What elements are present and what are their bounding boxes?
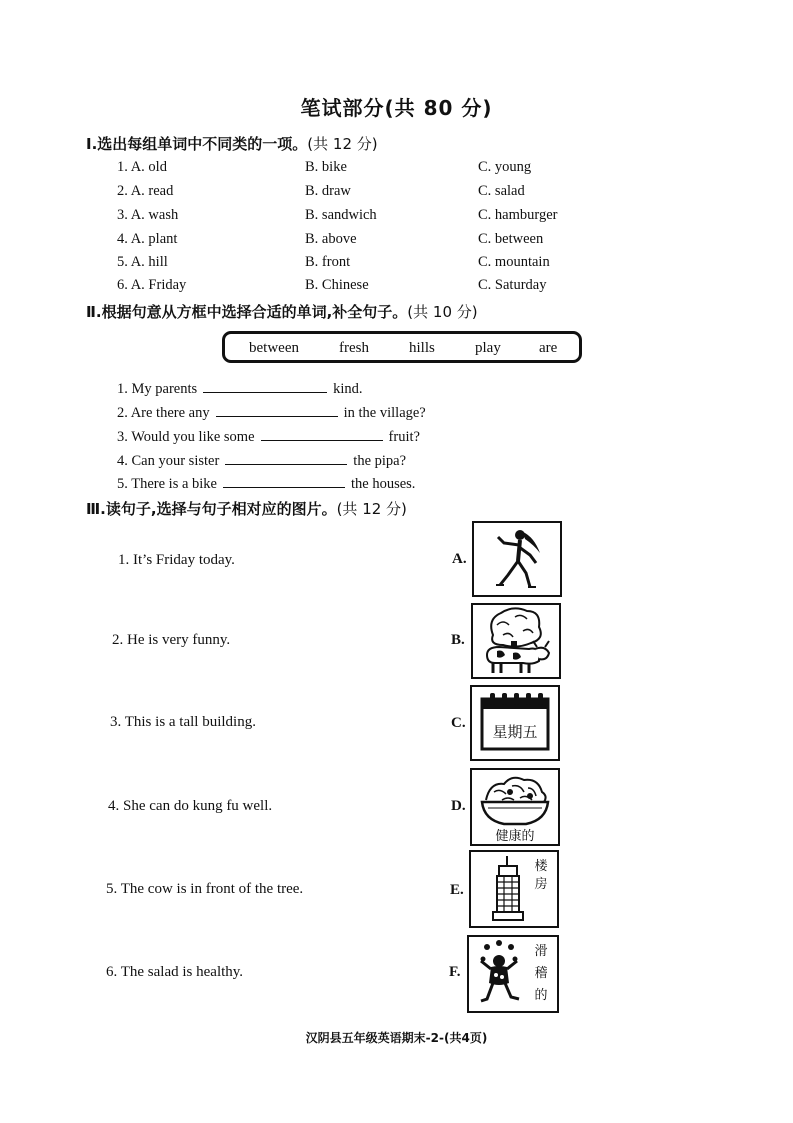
sentence-end: in the village? — [343, 405, 426, 421]
q3-option-b: B. sandwich — [305, 207, 377, 223]
word-bank-word: play — [475, 340, 501, 356]
match-sentence-1: 1. It’s Friday today. — [118, 552, 235, 568]
section-2-heading — [86, 301, 478, 322]
section-2-title: Ⅱ.根据句意从方框中选择合适的单词,补全句子。 — [86, 303, 408, 321]
q5-option-c: C. mountain — [478, 254, 550, 270]
picture-f[interactable] — [467, 935, 559, 1013]
word-bank-word: hills — [409, 340, 435, 356]
picture-letter-f: F. — [449, 964, 461, 980]
building-caption-2: 房 — [534, 877, 548, 892]
sentence-end: the houses. — [351, 476, 416, 492]
q2-option-b: B. draw — [305, 183, 351, 199]
q1-option-c: C. young — [478, 159, 532, 175]
sentence-end: the pipa? — [353, 453, 407, 469]
word-bank-word: between — [249, 340, 299, 356]
q4-option-c: C. between — [478, 231, 544, 247]
word-bank-word: are — [539, 340, 558, 356]
picture-letter-d: D. — [451, 798, 466, 814]
juggling-clown-icon — [469, 937, 557, 1011]
salad-caption: 健康的 — [495, 829, 535, 844]
q2-option-a: 2. A. read — [117, 183, 174, 199]
q4-option-b: B. above — [305, 231, 357, 247]
picture-b[interactable] — [471, 603, 561, 679]
q1-option-a: 1. A. old — [117, 159, 167, 175]
section-1-points: (共 12 分) — [307, 135, 378, 153]
page-title: 笔试部分(共 80 分) — [300, 96, 493, 120]
section-2-points: (共 10 分) — [407, 303, 478, 321]
calendar-icon — [472, 687, 558, 759]
sentence-end: kind. — [333, 381, 363, 397]
q3-option-c: C. hamburger — [478, 207, 558, 223]
word-bank-box — [222, 331, 582, 363]
fill-sentence-2 — [117, 405, 426, 422]
picture-letter-b: B. — [451, 632, 465, 648]
q2-option-c: C. salad — [478, 183, 525, 199]
salad-bowl-icon — [472, 770, 558, 844]
tall-building-icon — [471, 852, 557, 926]
q6-option-a: 6. A. Friday — [117, 277, 187, 293]
answer-blank[interactable] — [203, 382, 327, 393]
answer-blank[interactable] — [225, 454, 347, 465]
page-footer: 汉阴县五年级英语期末-2-(共4页) — [305, 1031, 488, 1045]
picture-c[interactable] — [470, 685, 560, 761]
sentence-end: fruit? — [388, 429, 420, 445]
sentence-start: 5. There is a bike — [117, 476, 217, 492]
q5-option-a: 5. A. hill — [117, 254, 168, 270]
match-sentence-6: 6. The salad is healthy. — [106, 964, 244, 980]
fill-sentence-4 — [117, 453, 406, 470]
sentence-start: 1. My parents — [117, 381, 198, 397]
section-1-heading — [86, 133, 378, 154]
clown-caption-3: 的 — [534, 988, 548, 1003]
q3-option-a: 3. A. wash — [117, 207, 179, 223]
fill-sentence-3 — [117, 429, 420, 446]
picture-e[interactable] — [469, 850, 559, 928]
q5-option-b: B. front — [305, 254, 351, 270]
q1-option-b: B. bike — [305, 159, 347, 175]
match-sentence-3: 3. This is a tall building. — [110, 714, 256, 730]
fill-sentence-1 — [117, 381, 363, 398]
match-sentence-5: 5. The cow is in front of the tree. — [106, 881, 304, 897]
picture-letter-a: A. — [452, 551, 467, 567]
cow-tree-icon — [473, 605, 559, 677]
picture-d[interactable] — [470, 768, 560, 846]
section-1-title: Ⅰ.选出每组单词中不同类的一项。 — [86, 135, 308, 153]
q6-option-b: B. Chinese — [305, 277, 369, 293]
section-3-title: Ⅲ.读句子,选择与句子相对应的图片。 — [86, 500, 337, 518]
answer-blank[interactable] — [261, 430, 383, 441]
q6-option-c: C. Saturday — [478, 277, 547, 293]
picture-letter-c: C. — [451, 715, 466, 731]
section-3-heading — [86, 498, 407, 519]
section-3-points: (共 12 分) — [336, 500, 407, 518]
building-caption-1: 楼 — [534, 859, 548, 874]
match-sentence-4: 4. She can do kung fu well. — [108, 798, 273, 814]
calendar-caption: 星期五 — [492, 723, 538, 741]
clown-caption-2: 稽 — [534, 966, 548, 981]
sentence-start: 3. Would you like some — [117, 429, 255, 445]
clown-caption-1: 滑 — [534, 944, 548, 959]
answer-blank[interactable] — [223, 477, 345, 488]
kung-fu-girl-icon — [474, 523, 560, 595]
picture-a[interactable] — [472, 521, 562, 597]
fill-sentence-5 — [117, 476, 415, 493]
sentence-start: 4. Can your sister — [117, 453, 220, 469]
word-bank-word: fresh — [339, 340, 369, 356]
sentence-start: 2. Are there any — [117, 405, 210, 421]
answer-blank[interactable] — [216, 406, 338, 417]
picture-letter-e: E. — [450, 882, 464, 898]
match-sentence-2: 2. He is very funny. — [112, 632, 231, 648]
q4-option-a: 4. A. plant — [117, 231, 178, 247]
